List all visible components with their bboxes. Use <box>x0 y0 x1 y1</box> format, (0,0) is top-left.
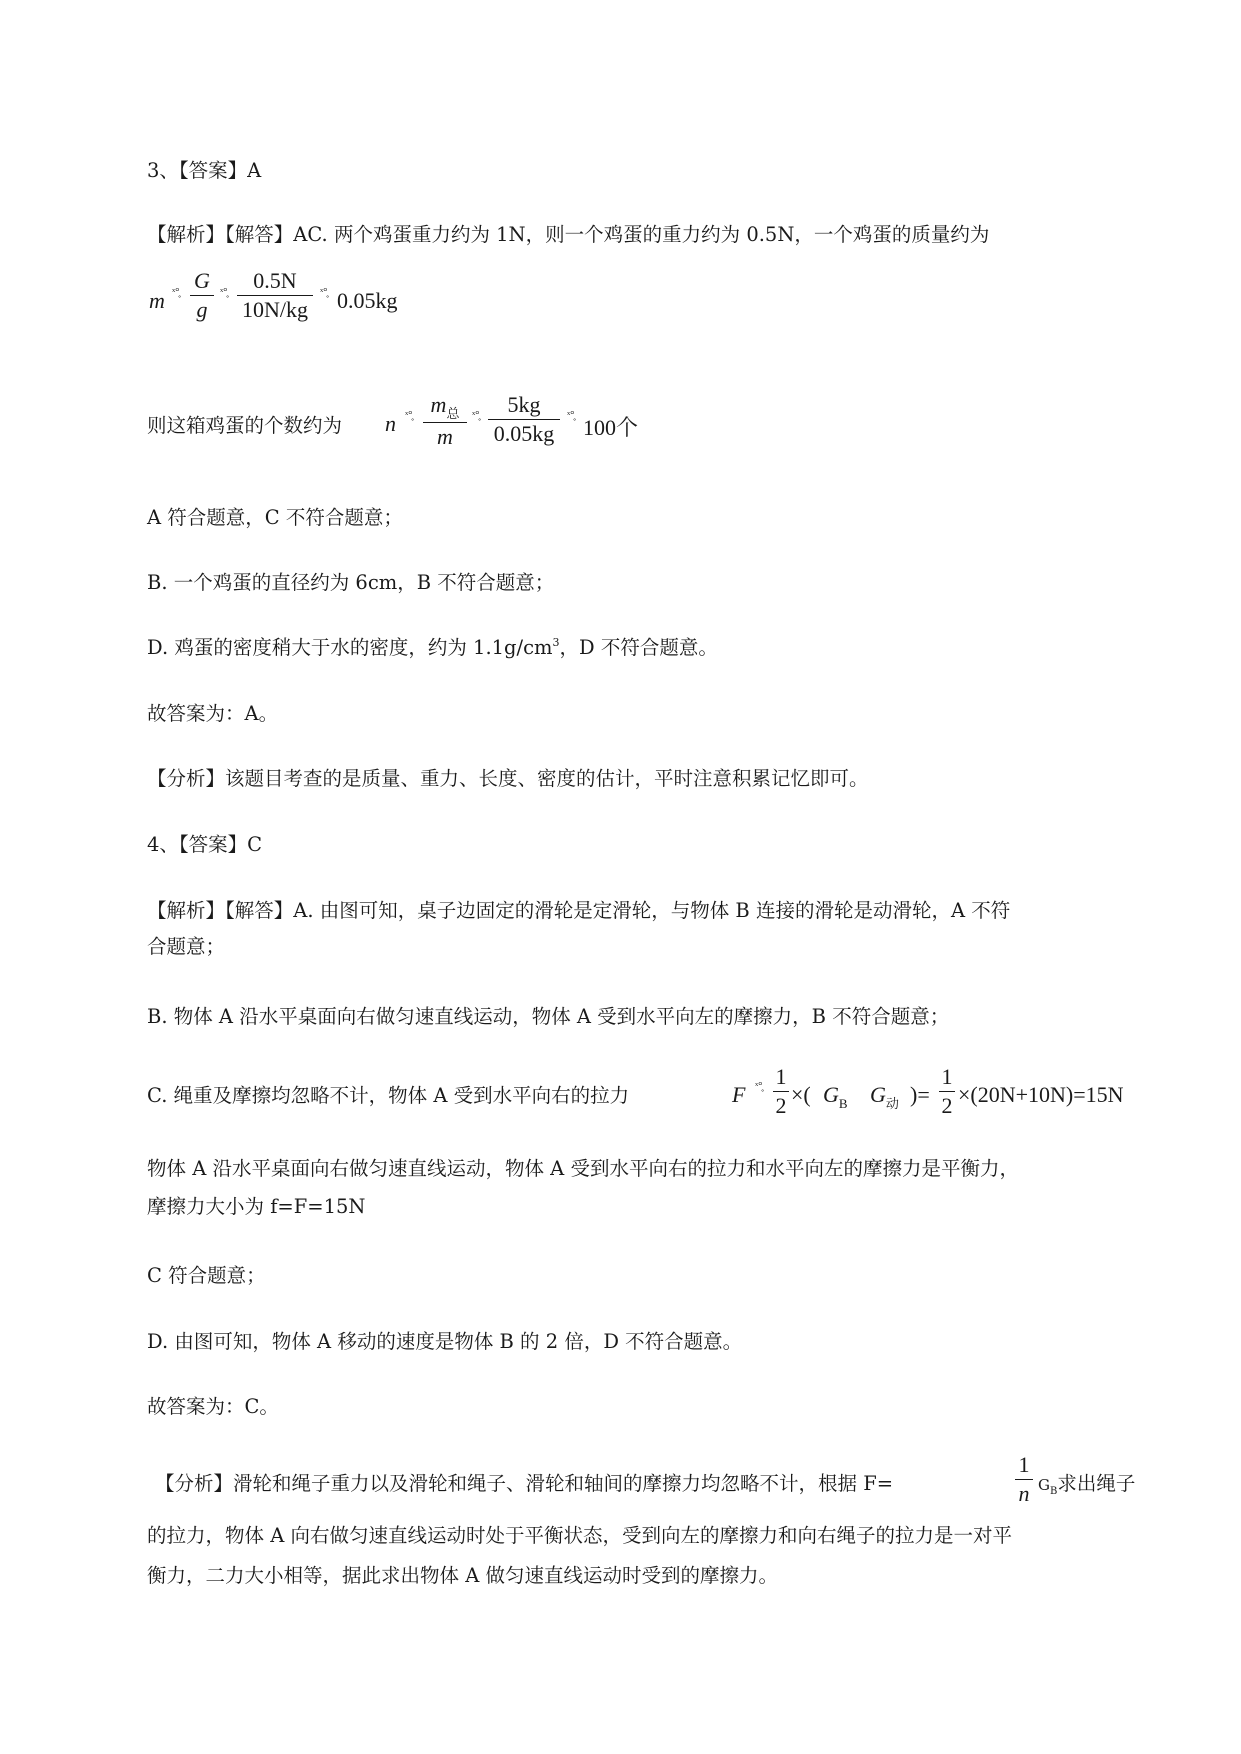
frac-denominator: g <box>196 297 208 322</box>
summary-text: 【分析】滑轮和绳子重力以及滑轮和绳子、滑轮和轴间的摩擦力均忽略不计，根据 F= <box>155 1472 894 1495</box>
q4-final-answer: 故答案为：C。 <box>147 1395 279 1418</box>
q4-line-b: B. 物体 A 沿水平桌面向右做匀速直线运动，物体 A 受到水平向左的摩擦力，B 不符合题意； <box>147 1005 950 1028</box>
fraction-mtotal-over-m <box>423 392 467 450</box>
frac-denominator: 2 <box>775 1093 787 1118</box>
q3-answer-line: 3、【答案】A <box>147 159 262 182</box>
q4-balance-line-1: 物体 A 沿水平桌面向右做匀速直线运动，物体 A 受到水平向右的拉力和水平向左的摩擦力是平衡力， <box>147 1157 1019 1180</box>
q4-summary-line-3: 衡力，二力大小相等，据此求出物体 A 做匀速直线运动时受到的摩擦力。 <box>147 1564 778 1587</box>
q4-summary-line-1 <box>155 1470 893 1498</box>
formula-var-n: n <box>385 411 396 436</box>
formula-var-m: m <box>149 288 165 313</box>
frac-numerator: 1 <box>941 1064 953 1089</box>
q4-line-c-ok: C 符合题意； <box>147 1264 266 1287</box>
q3-summary: 【分析】该题目考查的是质量、重力、长度、密度的估计，平时注意积累记忆即可。 <box>147 767 869 790</box>
frac-denominator: m <box>437 424 453 449</box>
formula-result: 100个 <box>583 415 639 440</box>
formula-g-b <box>823 1082 848 1111</box>
q3-line-d <box>147 634 718 665</box>
frac-numerator-sub: 总 <box>446 406 460 421</box>
formula-tail: ×(20N+10N)=15N <box>958 1082 1124 1107</box>
frac-numerator: 0.5N <box>253 268 297 293</box>
formula-result: 0.05kg <box>337 288 398 313</box>
fraction-g-over-g <box>190 268 214 323</box>
summary-g: G <box>1038 1476 1050 1494</box>
q4-balance-line-2: 摩擦力大小为 f=F=15N <box>147 1195 366 1218</box>
fraction-one-half-2 <box>939 1064 955 1119</box>
formula-glyph: ˣ°̥ <box>755 1080 763 1092</box>
q4-summary-line-1-tail <box>1038 1470 1135 1502</box>
frac-numerator: G <box>194 268 210 293</box>
q4-analysis-line-2: 合题意； <box>147 935 226 958</box>
formula-glyph: ˣ°̥ <box>405 409 413 421</box>
frac-denominator: 0.05kg <box>493 421 555 446</box>
q3-line-ac: A 符合题意，C 不符合题意； <box>147 506 403 529</box>
frac-numerator: m <box>430 392 447 417</box>
line-d-text-tail: ，D 不符合题意。 <box>559 636 718 659</box>
q4-answer-line: 4、【答案】C <box>147 833 263 856</box>
q4-line-d: D. 由图可知，物体 A 移动的速度是物体 B 的 2 倍，D 不符合题意。 <box>147 1330 743 1353</box>
formula-glyph: ˣ°̥ <box>320 286 328 298</box>
g-symbol: G <box>870 1082 886 1107</box>
summary-text-tail: 求出绳子 <box>1057 1472 1136 1495</box>
q4-analysis-line-1: 【解析】【解答】A. 由图可知，桌子边固定的滑轮是定滑轮，与物体 B 连接的滑轮是动滑轮，A 不符 <box>147 899 1011 922</box>
formula-glyph: ˣ°̥ <box>472 409 480 421</box>
frac-denominator: 10N/kg <box>242 297 308 322</box>
frac-numerator: 1 <box>1018 1452 1030 1477</box>
fraction-one-half <box>773 1064 789 1119</box>
formula-var-f: F <box>732 1082 746 1107</box>
q3-line-b: B. 一个鸡蛋的直径约为 6cm，B 不符合题意； <box>147 571 555 594</box>
g-subscript: B <box>838 1096 848 1111</box>
summary-fraction-1-over-n <box>1015 1452 1033 1507</box>
formula-g-dong <box>870 1082 899 1111</box>
q4-summary-line-2: 的拉力，物体 A 向右做匀速直线运动时处于平衡状态，受到向左的摩擦力和向右绳子的拉力是一对平 <box>147 1524 1012 1547</box>
frac-denominator: n <box>1018 1481 1030 1506</box>
g-subscript: 动 <box>885 1096 899 1111</box>
summary-g-sub: B <box>1049 1486 1058 1497</box>
frac-numerator: 1 <box>775 1064 787 1089</box>
line-d-text: D. 鸡蛋的密度稍大于水的密度，约为 1.1g/cm <box>147 636 553 659</box>
formula-paren-open: ×( <box>791 1082 811 1107</box>
q3-analysis-line: 【解析】【解答】AC. 两个鸡蛋重力约为 1N，则一个鸡蛋的重力约为 0.5N，一个鸡蛋的质量约为 <box>147 223 990 246</box>
g-symbol: G <box>823 1082 839 1107</box>
q3-final-answer: 故答案为：A。 <box>147 702 279 725</box>
q4-line-c-prefix: C. 绳重及摩擦均忽略不计，物体 A 受到水平向右的拉力 <box>147 1084 630 1107</box>
frac-denominator: 2 <box>941 1093 953 1118</box>
formula-glyph: ˣ°̥ <box>172 286 180 298</box>
frac-numerator: 5kg <box>507 392 541 417</box>
fraction-5kg-over-005kg <box>488 392 560 447</box>
formula-glyph: ˣ°̥ <box>567 409 575 421</box>
q3-count-prefix: 则这箱鸡蛋的个数约为 <box>147 414 343 437</box>
formula-paren-close: )= <box>910 1082 930 1107</box>
line-d-superscript: 3 <box>552 636 560 649</box>
fraction-05n-over-10nkg <box>237 268 313 323</box>
formula-glyph: ˣ°̥ <box>220 286 228 298</box>
